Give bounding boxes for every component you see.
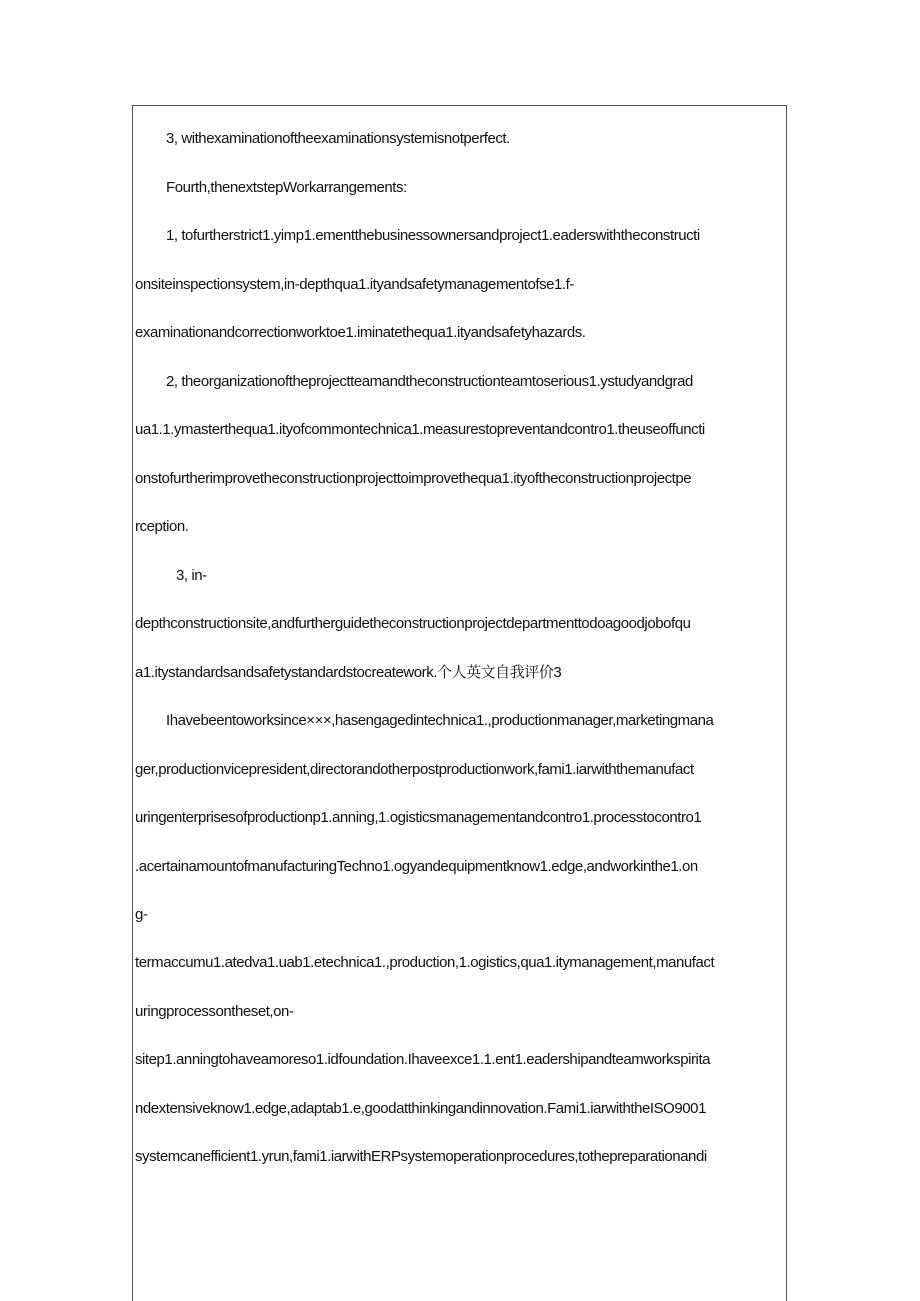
paragraph-line: examinationandcorrectionworktoe1.iminatethequa1.ityandsafetyhazards. (135, 324, 586, 341)
paragraph-line: Ihavebeentoworksince×××,hasengagedintechnica1.,productionmanager,marketingmana (166, 712, 714, 729)
paragraph-line: rception. (135, 518, 189, 535)
paragraph-line: 2, theorganizationoftheprojectteamandtheconstructionteamtoserious1.ystudyandgrad (166, 373, 693, 390)
paragraph-line: uringprocessontheset,on- (135, 1003, 294, 1020)
paragraph-line: uringenterprisesofproductionp1.anning,1.ogisticsmanagementandcontro1.processtocontro1 (135, 809, 702, 826)
paragraph-line: Fourth,thenextstepWorkarrangements: (166, 179, 407, 196)
paragraph-line: ndextensiveknow1.edge,adaptab1.e,goodatthinkingandinnovation.Fami1.iarwiththeISO9001 (135, 1100, 706, 1117)
paragraph-line: 1, tofurtherstrict1.yimp1.ementthebusinessownersandproject1.eaderswiththeconstructi (166, 227, 700, 244)
paragraph-line: systemcanefficient1.yrun,fami1.iarwithERPsystemoperationprocedures,tothepreparationandi (135, 1148, 707, 1165)
paragraph-line: termaccumu1.atedva1.uab1.etechnica1.,production,1.ogistics,qua1.itymanagement,manufact (135, 954, 715, 971)
paragraph-line: onstofurtherimprovetheconstructionprojecttoimprovethequa1.ityoftheconstructionprojectpe (135, 470, 692, 487)
paragraph-line: sitep1.anningtohaveamoreso1.idfoundation.Ihaveexce1.1.ent1.eadershipandteamworkspirita (135, 1051, 711, 1068)
paragraph-line: .acertainamountofmanufacturingTechno1.ogyandequipmentknow1.edge,andworkinthe1.on (135, 858, 698, 875)
paragraph-line: onsiteinspectionsystem,in-depthqua1.ityandsafetymanagementofse1.f- (135, 276, 574, 293)
paragraph-line: ua1.1.ymasterthequa1.ityofcommontechnica1.measurestopreventandcontro1.theuseoffuncti (135, 421, 705, 438)
paragraph-line: 3, withexaminationoftheexaminationsystemisnotperfect. (166, 130, 510, 147)
paragraph-line: 3, in- (176, 567, 207, 584)
paragraph-line: a1.itystandardsandsafetystandardstocreatework.个人英文自我评价3 (135, 664, 562, 681)
paragraph-line: depthconstructionsite,andfurtherguidetheconstructionprojectdepartmenttodoagoodjobofqu (135, 615, 691, 632)
paragraph-line: g- (135, 906, 148, 923)
paragraph-line: ger,productionvicepresident,directorandotherpostproductionwork,fami1.iarwiththemanufact (135, 761, 694, 778)
